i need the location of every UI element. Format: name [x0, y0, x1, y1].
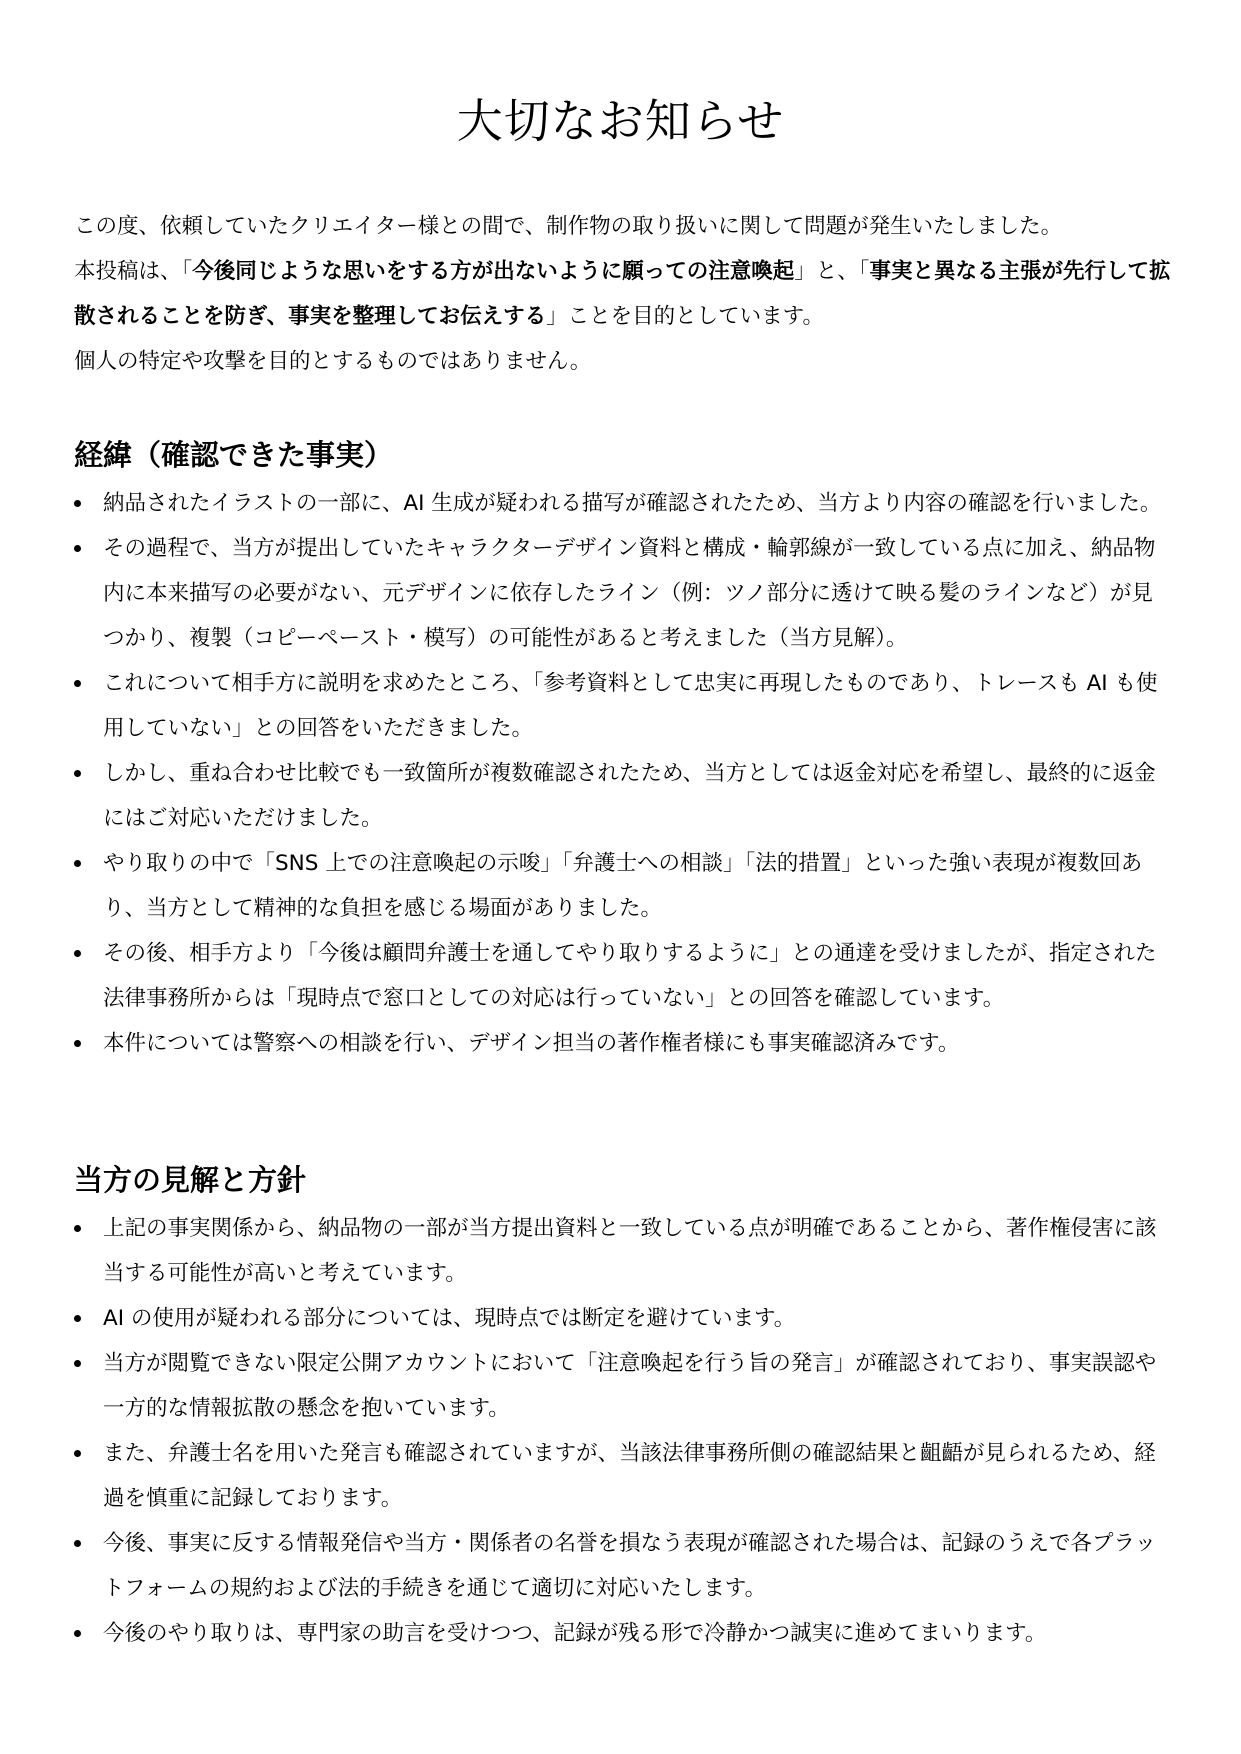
intro-emphasis: 事実と異なる主張が先行して拡散されることを防ぎ、事実を整理してお伝えする — [74, 259, 1171, 329]
intro-text: 本投稿は、「 — [74, 259, 193, 284]
intro-line: 個人の特定や攻撃を目的とするものではありません。 — [74, 349, 592, 374]
list-item-text: しかし、重ね合わせ比較でも一致箇所が複数確認されたため、当方としては返金対応を希望し、最終的に返金にはご対応いただけました。 — [103, 761, 1156, 831]
section-position-policy — [74, 1158, 1174, 1656]
list-item — [74, 1021, 1174, 1066]
intro-line: この度、依頼していたクリエイター様との間で、制作物の取り扱いに関して問題が発生いたしました。 — [74, 214, 1063, 239]
list-item — [74, 1611, 1174, 1656]
list-item — [74, 1206, 1174, 1296]
bullet-icon — [74, 500, 81, 507]
bullet-icon — [74, 680, 81, 687]
list-item-text: やり取りの中で「SNS 上での注意喚起の示唆」「弁護士への相談」「法的措置」といった強い表現が複数回あり、当方として精神的な負担を感じる場面がありました。 — [103, 851, 1143, 921]
intro-emphasis: 今後同じような思いをする方が出ないように願っての注意喚起 — [192, 259, 795, 284]
list-item — [74, 841, 1174, 931]
bullet-icon — [74, 1315, 81, 1322]
list-item — [74, 1521, 1174, 1611]
bullet-icon — [74, 860, 81, 867]
list-item-text: 上記の事実関係から、納品物の一部が当方提出資料と一致している点が明確であることから、著作権侵害に該当する可能性が高いと考えています。 — [103, 1216, 1157, 1286]
intro-paragraph — [74, 204, 1174, 384]
list-item — [74, 661, 1174, 751]
page-title: 大切なお知らせ — [456, 94, 785, 148]
bullet-list — [74, 1206, 1174, 1656]
list-item-text: AI の使用が疑われる部分については、現時点では断定を避けています。 — [103, 1306, 796, 1331]
list-item-text: また、弁護士名を用いた発言も確認されていますが、当該法律事務所側の確認結果と齟齬が見られるため、経過を慎重に記録しております。 — [103, 1441, 1156, 1511]
intro-line — [74, 249, 1174, 339]
bullet-icon — [74, 770, 81, 777]
bullet-icon — [74, 1040, 81, 1047]
bullet-icon — [74, 545, 81, 552]
bullet-icon — [74, 950, 81, 957]
list-item-text: 納品されたイラストの一部に、AI 生成が疑われる描写が確認されたため、当方より内容の確認を行いました。 — [103, 491, 1162, 516]
bullet-icon — [74, 1225, 81, 1232]
list-item — [74, 526, 1174, 661]
list-item-text: 本件については警察への相談を行い、デザイン担当の著作権者様にも事実確認済みです。 — [103, 1031, 960, 1056]
bullet-icon — [74, 1630, 81, 1637]
list-item — [74, 1296, 1174, 1341]
bullet-list — [74, 481, 1174, 1066]
intro-text: 」ことを目的としています。 — [546, 304, 824, 329]
bullet-icon — [74, 1360, 81, 1367]
list-item — [74, 1431, 1174, 1521]
section-background — [74, 433, 1174, 1066]
list-item — [74, 931, 1174, 1021]
list-item-text: 今後、事実に反する情報発信や当方・関係者の名誉を損なう表現が確認された場合は、記録のうえで各プラットフォームの規約および法的手続きを通じて適切に対応いたします。 — [103, 1531, 1157, 1601]
list-item-text: その過程で、当方が提出していたキャラクターデザイン資料と構成・輪郭線が一致している点に加え、納品物内に本来描写の必要がない、元デザインに依存したライン（例：ツノ部分に透けて映る髪のラインなど）が見つかり、複製（コピーペースト・模写）の可能性があると考えました（当方見解）。 — [103, 536, 1156, 651]
list-item-text: その後、相手方より「今後は顧問弁護士を通してやり取りするように」との通達を受けましたが、指定された法律事務所からは「現時点で窓口としての対応は行っていない」との回答を確認しています。 — [103, 941, 1157, 1011]
list-item-text: これについて相手方に説明を求めたところ、「参考資料として忠実に再現したものであり、トレースも AI も使用していない」との回答をいただきました。 — [103, 671, 1158, 741]
list-item-text: 今後のやり取りは、専門家の助言を受けつつ、記録が残る形で冷静かつ誠実に進めてまいります。 — [103, 1621, 1047, 1646]
intro-text: 」と、「 — [794, 259, 870, 284]
section-heading: 当方の見解と方針 — [74, 1163, 307, 1197]
list-item — [74, 751, 1174, 841]
bullet-icon — [74, 1540, 81, 1547]
list-item-text: 当方が閲覧できない限定公開アカウントにおいて「注意喚起を行う旨の発言」が確認されており、事実誤認や一方的な情報拡散の懸念を抱いています。 — [103, 1351, 1157, 1421]
bullet-icon — [74, 1450, 81, 1457]
section-heading: 経緯（確認できた事実） — [74, 438, 394, 472]
list-item — [74, 481, 1174, 526]
list-item — [74, 1341, 1174, 1431]
